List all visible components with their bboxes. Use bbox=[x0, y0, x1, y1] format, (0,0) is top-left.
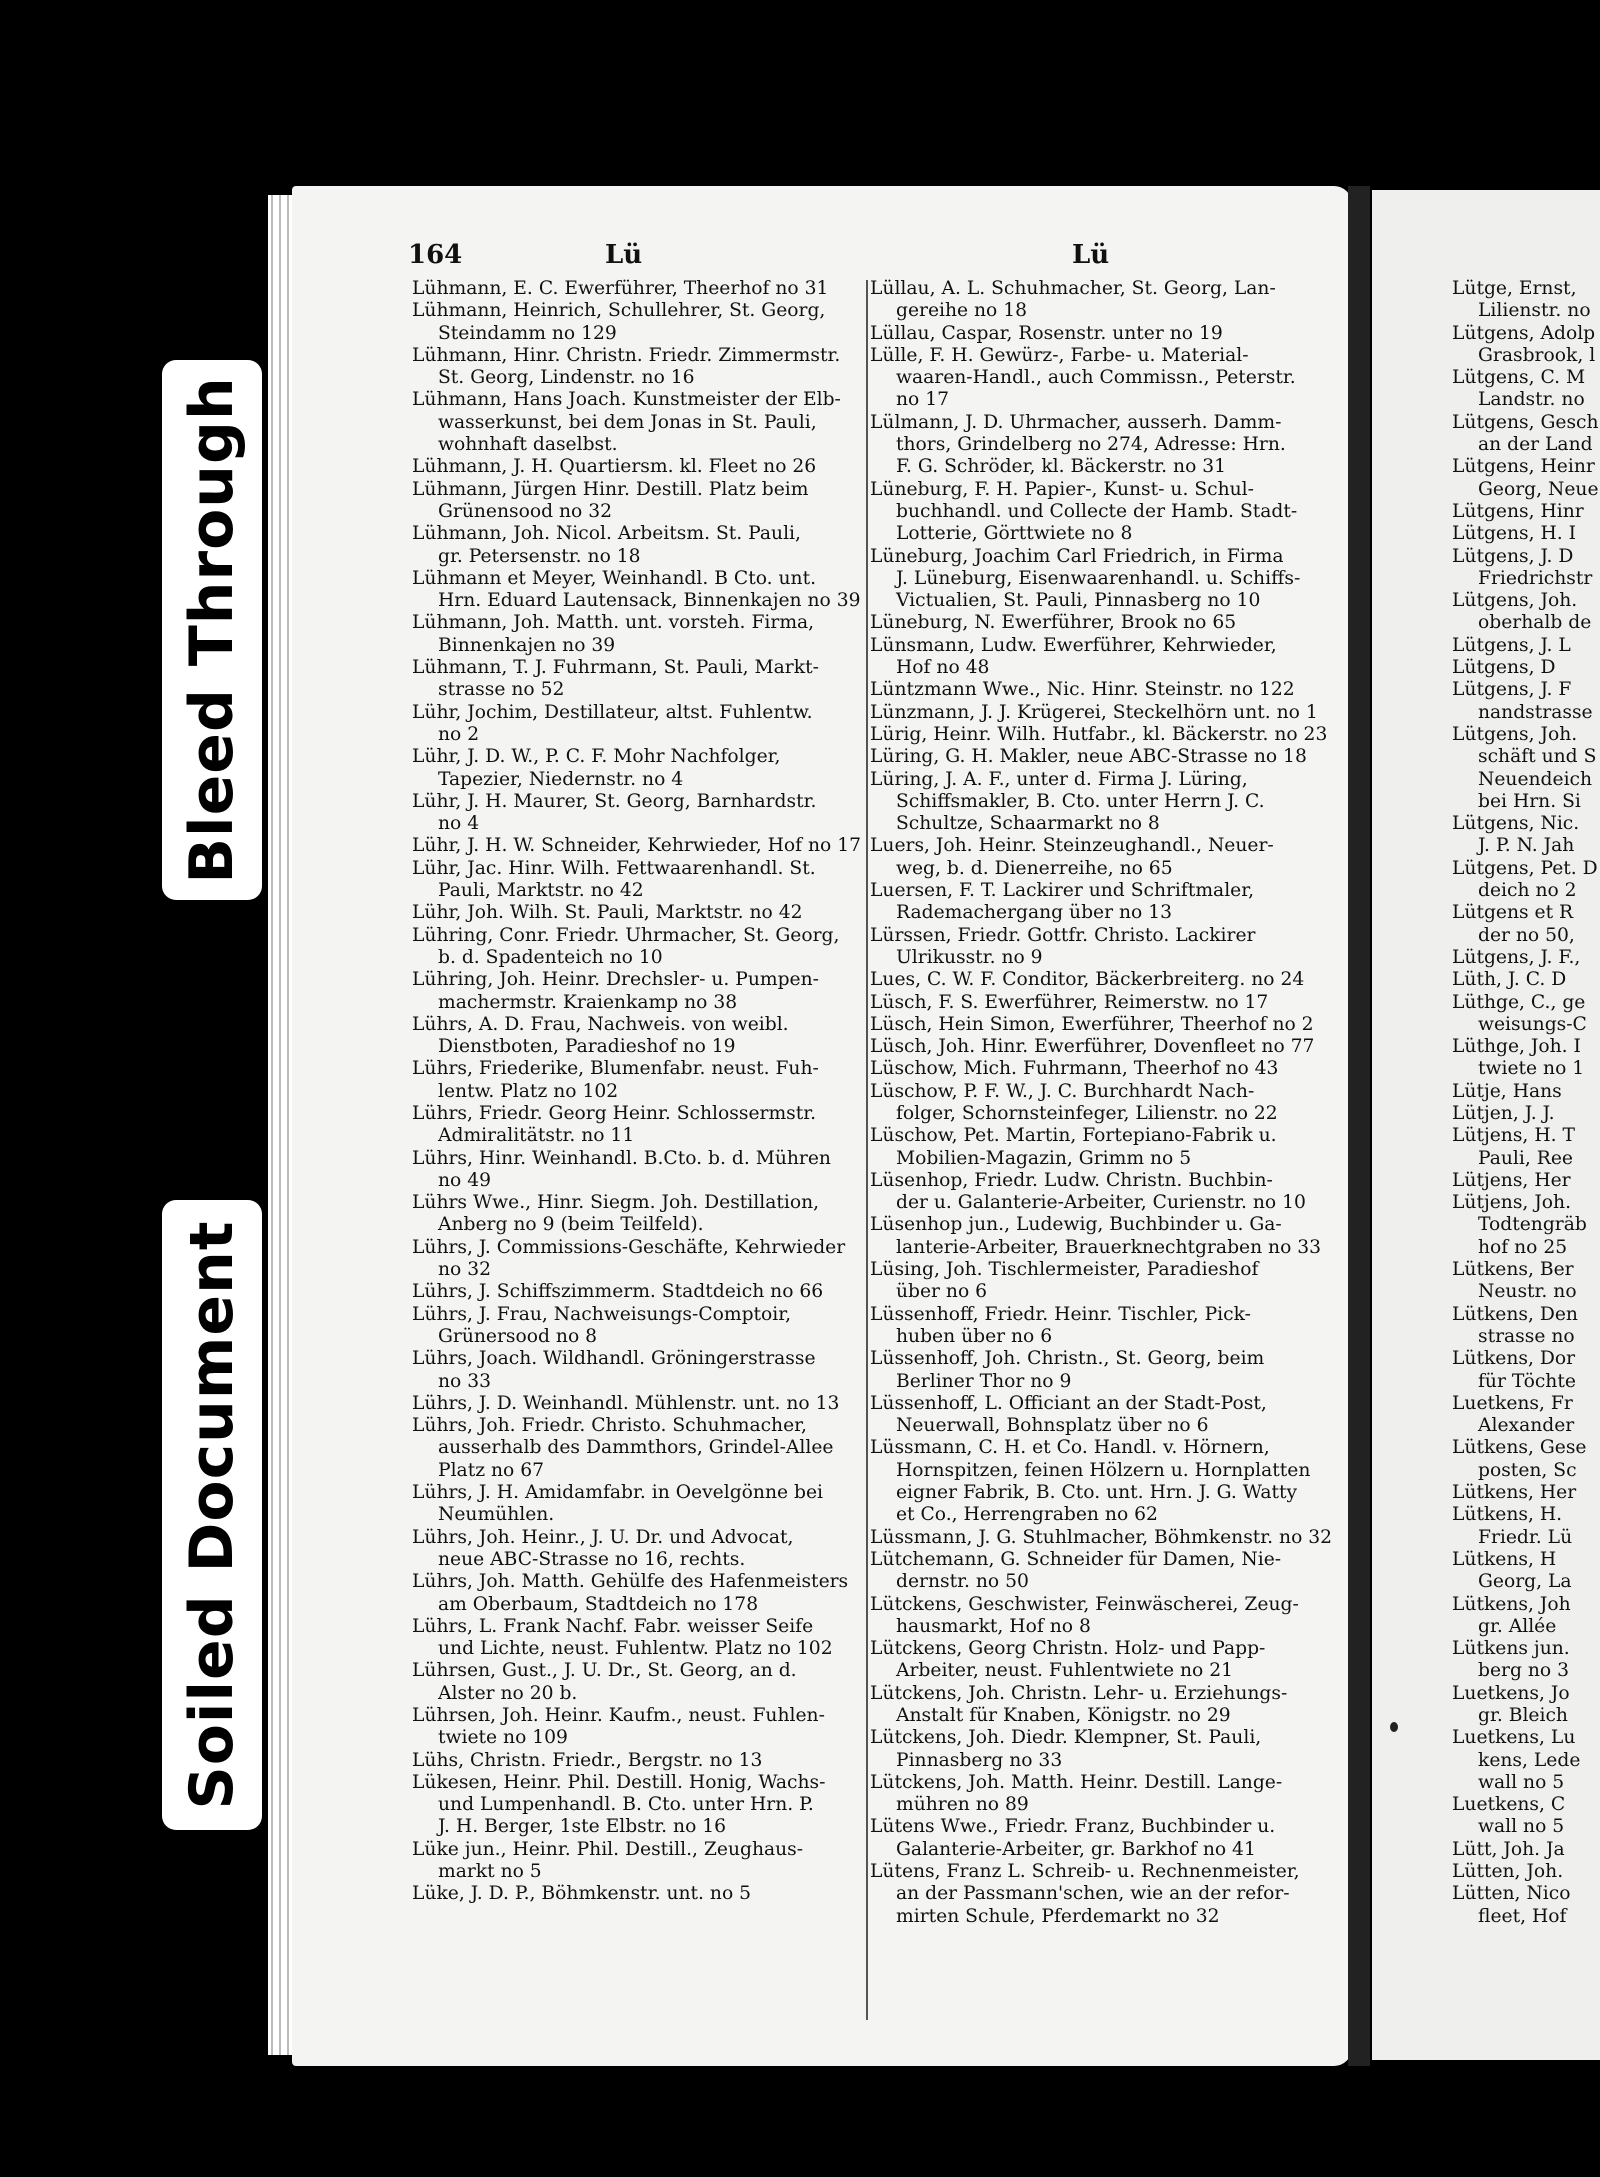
directory-entry-line: Lünzmann, J. J. Krügerei, Steckelhörn unt. no 1 bbox=[870, 701, 1318, 723]
directory-entry-line: an der Passmann'schen, wie an der refor- bbox=[896, 1883, 1290, 1905]
directory-entry-line: Binnenkajen no 39 bbox=[438, 634, 616, 656]
next-page-entry-line: an der Land bbox=[1478, 434, 1593, 456]
directory-entry-line: Lühmann, T. J. Fuhrmann, St. Pauli, Markt- bbox=[412, 657, 819, 679]
directory-entry-line: Lüllau, Caspar, Rosenstr. unter no 19 bbox=[870, 322, 1223, 344]
directory-entry-line: Lühring, Joh. Heinr. Drechsler- u. Pumpen- bbox=[412, 969, 819, 991]
next-page-entry-line: Luetkens, C bbox=[1452, 1794, 1566, 1816]
directory-entry-line: Admiralitätstr. no 11 bbox=[438, 1125, 635, 1147]
directory-entry-line: Lühmann, E. C. Ewerführer, Theerhof no 31 bbox=[412, 278, 829, 299]
directory-entry-line: hausmarkt, Hof no 8 bbox=[896, 1615, 1091, 1637]
next-page-entry-line: Lütgens, J. F bbox=[1452, 679, 1572, 701]
directory-entry-line: Lührs, Friedr. Georg Heinr. Schlossermstr. bbox=[412, 1102, 817, 1124]
directory-entry-line: Lotterie, Görttwiete no 8 bbox=[896, 523, 1133, 545]
next-page-entry-line: Lütgens, Heinr bbox=[1452, 456, 1595, 478]
directory-entry-line: Lues, C. W. F. Conditor, Bäckerbreiterg. no 24 bbox=[870, 969, 1305, 991]
directory-entry-line: Schiffsmakler, B. Cto. unter Herrn J. C. bbox=[896, 790, 1265, 812]
directory-entry-line: Luers, Joh. Heinr. Steinzeughandl., Neuer- bbox=[870, 835, 1274, 857]
next-page-entry-line: Lütkens, Ber bbox=[1452, 1259, 1574, 1281]
directory-entry-line: Lührsen, Joh. Heinr. Kaufm., neust. Fuhlen- bbox=[412, 1705, 825, 1726]
directory-entry-line: Lühmann, Joh. Matth. unt. vorsteh. Firma, bbox=[412, 612, 815, 634]
directory-entry-line: et Co., Herrengraben no 62 bbox=[896, 1504, 1158, 1526]
directory-entry-line: Lührsen, Gust., J. U. Dr., St. Georg, an d. bbox=[412, 1660, 797, 1682]
directory-entry-line: Lührs, J. H. Amidamfabr. in Oevelgönne bei bbox=[412, 1482, 823, 1504]
directory-entry-line: Galanterie-Arbeiter, gr. Barkhof no 41 bbox=[896, 1838, 1256, 1860]
next-page-entry-line: Lütkens, Her bbox=[1452, 1482, 1577, 1504]
directory-entry-line: Lühr, J. H. Maurer, St. Georg, Barnhardstr. bbox=[412, 790, 817, 812]
directory-entry-line: Hornspitzen, feinen Hölzern u. Hornplatten bbox=[896, 1459, 1311, 1481]
directory-entry-line: Lührs, J. Schiffszimmerm. Stadtdeich no 66 bbox=[412, 1281, 824, 1303]
directory-entry-line: Lührs, Joh. Friedr. Christo. Schuhmacher, bbox=[412, 1415, 807, 1437]
directory-entry-line: Lütckens, Joh. Diedr. Klempner, St. Pauli, bbox=[870, 1727, 1262, 1749]
directory-entry-line: wasserkunst, bei dem Jonas in St. Pauli, bbox=[438, 411, 817, 433]
next-page-entry-line: Lütkens, Dor bbox=[1452, 1348, 1576, 1370]
directory-entry-line: Lütchemann, G. Schneider für Damen, Nie- bbox=[870, 1548, 1282, 1570]
directory-entry-line: Lührs, Hinr. Weinhandl. B.Cto. b. d. Mühren bbox=[412, 1147, 831, 1169]
next-page-entry-line: posten, Sc bbox=[1478, 1459, 1577, 1481]
directory-entry-line: Lüllau, A. L. Schuhmacher, St. Georg, Lan- bbox=[870, 278, 1276, 299]
directory-entry-line: Berliner Thor no 9 bbox=[896, 1370, 1072, 1392]
directory-entry-line: huben über no 6 bbox=[896, 1325, 1053, 1347]
left-directory-column bbox=[412, 278, 872, 1906]
next-page-entry-line: gr. Bleich bbox=[1478, 1705, 1568, 1726]
running-head-left: Lü bbox=[605, 240, 643, 270]
directory-entry-line: Mobilien-Magazin, Grimm no 5 bbox=[896, 1147, 1192, 1169]
directory-entry-line: Lülle, F. H. Gewürz-, Farbe- u. Material- bbox=[870, 344, 1249, 366]
next-page-entry-line: Lütjen, J. J. bbox=[1452, 1102, 1555, 1124]
directory-entry-line: no 2 bbox=[438, 723, 480, 745]
directory-entry-line: Pinnasberg no 33 bbox=[896, 1749, 1063, 1771]
directory-entry-line: Lührs, Joh. Matth. Gehülfe des Hafenmeisters bbox=[412, 1571, 849, 1593]
directory-entry-line: gr. Petersenstr. no 18 bbox=[438, 545, 641, 567]
directory-entry-line: Lührs, J. Commissions-Geschäfte, Kehrwieder bbox=[412, 1236, 846, 1258]
directory-entry-line: no 49 bbox=[438, 1169, 492, 1191]
directory-entry-line: b. d. Spadenteich no 10 bbox=[438, 946, 663, 968]
directory-entry-line: Lüsch, Hein Simon, Ewerführer, Theerhof no 2 bbox=[870, 1013, 1314, 1035]
next-page-entry-line: Lütt, Joh. Ja bbox=[1452, 1838, 1565, 1860]
soiled-document-stamp bbox=[162, 1200, 262, 1830]
next-page-entry-line: Lilienstr. no bbox=[1478, 300, 1591, 322]
next-page-entry-line: Lütgens, Pet. D bbox=[1452, 857, 1598, 879]
directory-entry-line: Tapezier, Niedernstr. no 4 bbox=[438, 768, 684, 790]
directory-entry-line: Lühmann, Joh. Nicol. Arbeitsm. St. Pauli, bbox=[412, 523, 801, 545]
next-page-entry-line: Lütgens, Gesch bbox=[1452, 411, 1599, 433]
next-page-entry-line: Lütgens, Joh. bbox=[1452, 723, 1578, 745]
directory-entry-line: Ulrikusstr. no 9 bbox=[896, 946, 1043, 968]
next-page-entry-line: wall no 5 bbox=[1478, 1816, 1565, 1838]
directory-entry-line: Lühmann, J. H. Quartiersm. kl. Fleet no 26 bbox=[412, 456, 817, 478]
next-page-entry-line: Lütgens, J. L bbox=[1452, 634, 1571, 656]
directory-entry-line: Lütens, Franz L. Schreib- u. Rechnenmeister, bbox=[870, 1861, 1300, 1883]
directory-entry-line: Lührs, Friederike, Blumenfabr. neust. Fuh- bbox=[412, 1058, 819, 1080]
next-page-entry-line: Grasbrook, l bbox=[1478, 344, 1596, 366]
directory-entry-line: Lülmann, J. D. Uhrmacher, ausserh. Damm- bbox=[870, 411, 1282, 433]
directory-entry-line: Victualien, St. Pauli, Pinnasberg no 10 bbox=[896, 590, 1261, 612]
next-page-entry-line: Georg, La bbox=[1478, 1571, 1572, 1593]
directory-entry-line: Neuerwall, Bohnsplatz über no 6 bbox=[896, 1415, 1209, 1437]
directory-entry-line: Lüsenhop jun., Ludewig, Buchbinder u. Ga- bbox=[870, 1214, 1282, 1236]
directory-entry-line: machermstr. Kraienkamp no 38 bbox=[438, 991, 738, 1013]
next-page-entry-line: Lütkens, Gese bbox=[1452, 1437, 1587, 1459]
next-page-entry-line: Lütjens, Her bbox=[1452, 1169, 1571, 1191]
next-page-entry-line: Lütgens et R bbox=[1452, 902, 1574, 924]
directory-entry-line: Anberg no 9 (beim Teilfeld). bbox=[438, 1214, 704, 1236]
directory-entry-line: folger, Schornsteinfeger, Lilienstr. no 22 bbox=[896, 1102, 1278, 1124]
directory-entry-line: Lührs, J. D. Weinhandl. Mühlenstr. unt. no 13 bbox=[412, 1392, 840, 1414]
directory-entry-line: Lührs Wwe., Hinr. Siegm. Joh. Destillation, bbox=[412, 1192, 820, 1214]
directory-entry-line: waaren-Handl., auch Commissn., Peterstr. bbox=[896, 367, 1296, 389]
directory-entry-line: Lührs, A. D. Frau, Nachweis. von weibl. bbox=[412, 1013, 789, 1035]
next-page-entry-line: Friedr. Lü bbox=[1478, 1526, 1573, 1548]
directory-entry-line: Lürig, Heinr. Wilh. Hutfabr., kl. Bäckerstr. no 23 bbox=[870, 723, 1328, 745]
directory-entry-line: Lührs, J. Frau, Nachweisungs-Comptoir, bbox=[412, 1303, 792, 1325]
next-page-entry-line: Lütten, Joh. bbox=[1452, 1861, 1564, 1883]
directory-entry-line: Lühmann et Meyer, Weinhandl. B Cto. unt. bbox=[412, 567, 817, 589]
directory-entry-line: Arbeiter, neust. Fuhlentwiete no 21 bbox=[896, 1660, 1234, 1682]
directory-entry-line: Lüschow, Mich. Fuhrmann, Theerhof no 43 bbox=[870, 1058, 1279, 1080]
next-page-entry-line: Alexander bbox=[1478, 1415, 1575, 1437]
directory-entry-line: twiete no 109 bbox=[438, 1727, 568, 1749]
next-page-entry-line: Luetkens, Jo bbox=[1452, 1682, 1570, 1704]
bleed-through-label: Bleed Through bbox=[177, 376, 247, 884]
next-page-entry-line: Lütjens, Joh. bbox=[1452, 1192, 1572, 1214]
next-page-entry-line: weisungs-C bbox=[1478, 1013, 1587, 1035]
directory-entry-line: Lüschow, Pet. Martin, Fortepiano-Fabrik u. bbox=[870, 1125, 1277, 1147]
next-page-entry-line: Lütten, Nico bbox=[1452, 1883, 1571, 1905]
directory-entry-line: St. Georg, Lindenstr. no 16 bbox=[438, 367, 695, 389]
directory-entry-line: Lütckens, Geschwister, Feinwäscherei, Zeug- bbox=[870, 1593, 1299, 1615]
next-page-entry-line: Friedrichstr bbox=[1478, 567, 1593, 589]
directory-entry-line: Platz no 67 bbox=[438, 1459, 544, 1481]
next-page-entry-line: Lütgens, J. D bbox=[1452, 545, 1574, 567]
next-page-entry-line: schäft und S bbox=[1478, 746, 1597, 768]
next-page-entry-line: Pauli, Ree bbox=[1478, 1147, 1573, 1169]
book-gutter bbox=[1348, 186, 1370, 2066]
directory-entry-line: Lüneburg, N. Ewerführer, Brook no 65 bbox=[870, 612, 1237, 634]
directory-entry-line: Lürssen, Friedr. Gottfr. Christo. Lackirer bbox=[870, 924, 1256, 946]
next-page-entry-line: berg no 3 bbox=[1478, 1660, 1569, 1682]
directory-entry-line: F. G. Schröder, kl. Bäckerstr. no 31 bbox=[896, 456, 1227, 478]
directory-entry-line: Lühr, Jac. Hinr. Wilh. Fettwaarenhandl. St. bbox=[412, 857, 816, 879]
directory-entry-line: und Lumpenhandl. B. Cto. unter Hrn. P. bbox=[438, 1794, 814, 1816]
directory-entry-line: no 17 bbox=[896, 389, 950, 411]
directory-entry-line: Lühring, Conr. Friedr. Uhrmacher, St. Georg, bbox=[412, 924, 840, 946]
directory-entry-line: Lührs, Joach. Wildhandl. Gröningerstrasse bbox=[412, 1348, 816, 1370]
directory-entry-line: Lüssmann, C. H. et Co. Handl. v. Hörnern, bbox=[870, 1437, 1270, 1459]
column-divider bbox=[866, 280, 868, 2020]
directory-entry-line: Lüring, J. A. F., unter d. Firma J. Lüring, bbox=[870, 768, 1248, 790]
next-page-entry-line: Lütgens, H. I bbox=[1452, 523, 1577, 545]
directory-entry-line: Dienstboten, Paradieshof no 19 bbox=[438, 1036, 736, 1058]
directory-entry-line: Lühr, J. D. W., P. C. F. Mohr Nachfolger, bbox=[412, 746, 781, 768]
directory-entry-line: Hrn. Eduard Lautensack, Binnenkajen no 39 bbox=[438, 590, 861, 612]
directory-entry-line: Lührs, L. Frank Nachf. Fabr. weisser Seife bbox=[412, 1615, 814, 1637]
directory-entry-line: Grünersood no 8 bbox=[438, 1325, 598, 1347]
directory-entry-line: Lüssenhoff, Joh. Christn., St. Georg, beim bbox=[870, 1348, 1265, 1370]
next-page-entry-line: Lüthge, C., ge bbox=[1452, 991, 1586, 1013]
page-number: 164 bbox=[408, 240, 463, 270]
directory-entry-line: no 32 bbox=[438, 1259, 492, 1281]
running-head-right: Lü bbox=[1072, 240, 1110, 270]
directory-entry-line: der u. Galanterie-Arbeiter, Curienstr. no 10 bbox=[896, 1192, 1306, 1214]
directory-entry-line: thors, Grindelberg no 274, Adresse: Hrn. bbox=[896, 434, 1286, 456]
next-page-entry-line: strasse no bbox=[1478, 1325, 1575, 1347]
directory-entry-line: Pauli, Marktstr. no 42 bbox=[438, 880, 644, 902]
next-page-entry-line: Lütgens, Hinr bbox=[1452, 500, 1584, 522]
next-page-entry-line: Lüthge, Joh. I bbox=[1452, 1036, 1581, 1058]
directory-entry-line: Lühmann, Jürgen Hinr. Destill. Platz beim bbox=[412, 478, 809, 500]
directory-entry-line: über no 6 bbox=[896, 1281, 988, 1303]
right-directory-column bbox=[870, 278, 1340, 1928]
next-page-entry-line: Lütgens, Adolp bbox=[1452, 322, 1596, 344]
next-page-entry-line: nandstrasse bbox=[1478, 701, 1593, 723]
directory-entry-line: Lütens Wwe., Friedr. Franz, Buchbinder u. bbox=[870, 1816, 1276, 1838]
next-page-entry-line: Lütgens, J. F., bbox=[1452, 946, 1581, 968]
directory-entry-line: Lühr, Jochim, Destillateur, altst. Fuhlentw. bbox=[412, 701, 813, 723]
directory-entry-line: und Lichte, neust. Fuhlentw. Platz no 102 bbox=[438, 1638, 833, 1660]
directory-entry-line: Lüke jun., Heinr. Phil. Destill., Zeughaus- bbox=[412, 1838, 804, 1860]
directory-entry-line: Lütckens, Georg Christn. Holz- und Papp- bbox=[870, 1638, 1266, 1660]
directory-entry-line: Lühr, Joh. Wilh. St. Pauli, Marktstr. no 42 bbox=[412, 902, 803, 924]
next-page-entry-line: J. P. N. Jah bbox=[1478, 835, 1575, 857]
next-page-directory-column bbox=[1452, 278, 1599, 1928]
next-page-entry-line: Lütgens, D bbox=[1452, 657, 1556, 679]
soiled-document-label: Soiled Document bbox=[177, 1220, 247, 1810]
next-page-entry-line: Lütgens, Joh. bbox=[1452, 590, 1578, 612]
directory-entry-line: Lünsmann, Ludw. Ewerführer, Kehrwieder, bbox=[870, 634, 1277, 656]
next-page-entry-line: Todtengräb bbox=[1478, 1214, 1587, 1236]
directory-entry-line: Lühs, Christn. Friedr., Bergstr. no 13 bbox=[412, 1749, 763, 1771]
directory-entry-line: eigner Fabrik, B. Cto. unt. Hrn. J. G. Watty bbox=[896, 1482, 1298, 1504]
directory-entry-line: Lüschow, P. F. W., J. C. Burchhardt Nach- bbox=[870, 1080, 1255, 1102]
next-page-entry-line: Georg, Neue bbox=[1478, 478, 1599, 500]
directory-entry-line: no 33 bbox=[438, 1370, 492, 1392]
next-page-entry-line: hof no 25 bbox=[1478, 1236, 1568, 1258]
directory-entry-line: ausserhalb des Dammthors, Grindel-Allee bbox=[438, 1437, 834, 1459]
directory-entry-line: Lüssenhoff, Friedr. Heinr. Tischler, Pick- bbox=[870, 1303, 1251, 1325]
directory-entry-line: Grünensood no 32 bbox=[438, 500, 613, 522]
directory-entry-line: Lühmann, Hans Joach. Kunstmeister der Elb- bbox=[412, 389, 841, 411]
directory-entry-line: Lüke, J. D. P., Böhmkenstr. unt. no 5 bbox=[412, 1883, 752, 1905]
directory-entry-line: Lührs, Joh. Heinr., J. U. Dr. und Advocat, bbox=[412, 1526, 794, 1548]
next-page-entry-line: twiete no 1 bbox=[1478, 1058, 1585, 1080]
directory-entry-line: Lütckens, Joh. Christn. Lehr- u. Erziehungs- bbox=[870, 1682, 1288, 1704]
directory-entry-line: Lühmann, Hinr. Christn. Friedr. Zimmermstr. bbox=[412, 344, 841, 366]
directory-entry-line: J. Lüneburg, Eisenwaarenhandl. u. Schiffs- bbox=[896, 567, 1301, 589]
next-page-entry-line: kens, Lede bbox=[1478, 1749, 1581, 1771]
next-page-entry-line: Lütkens, Den bbox=[1452, 1303, 1578, 1325]
directory-entry-line: lentw. Platz no 102 bbox=[438, 1080, 619, 1102]
directory-entry-line: mirten Schule, Pferdemarkt no 32 bbox=[896, 1905, 1220, 1927]
next-page-entry-line: der no 50, bbox=[1478, 924, 1575, 946]
next-page-entry-line: Lütgens, Nic. bbox=[1452, 813, 1580, 835]
bleed-through-stamp bbox=[162, 360, 262, 900]
next-page-entry-line: Landstr. no bbox=[1478, 389, 1585, 411]
directory-entry-line: lanterie-Arbeiter, Brauerknechtgraben no 33 bbox=[896, 1236, 1322, 1258]
directory-entry-line: mühren no 89 bbox=[896, 1794, 1029, 1816]
next-page-entry-line: gr. Allée bbox=[1478, 1615, 1557, 1637]
directory-entry-line: Lüsch, Joh. Hinr. Ewerführer, Dovenfleet no 77 bbox=[870, 1036, 1315, 1058]
directory-entry-line: Lükesen, Heinr. Phil. Destill. Honig, Wachs- bbox=[412, 1771, 826, 1793]
directory-entry-line: no 4 bbox=[438, 813, 480, 835]
directory-entry-line: Lühr, J. H. W. Schneider, Kehrwieder, Hof no 17 bbox=[412, 835, 862, 857]
book-page-edges bbox=[268, 195, 294, 2055]
directory-entry-line: wohnhaft daselbst. bbox=[438, 434, 618, 456]
directory-entry-line: Lüneburg, F. H. Papier-, Kunst- u. Schul- bbox=[870, 478, 1254, 500]
directory-entry-line: Schultze, Schaarmarkt no 8 bbox=[896, 813, 1160, 835]
directory-entry-line: Anstalt für Knaben, Königstr. no 29 bbox=[896, 1705, 1231, 1726]
directory-entry-line: buchhandl. und Collecte der Hamb. Stadt- bbox=[896, 500, 1298, 522]
directory-entry-line: Lüring, G. H. Makler, neue ABC-Strasse no 18 bbox=[870, 746, 1307, 768]
next-page-entry-line: Luetkens, Lu bbox=[1452, 1727, 1576, 1749]
next-page-entry-line: Lütge, Ernst, bbox=[1452, 278, 1577, 299]
next-page-entry-line: oberhalb de bbox=[1478, 612, 1592, 634]
directory-entry-line: Rademachergang über no 13 bbox=[896, 902, 1172, 924]
directory-entry-line: Lüsch, F. S. Ewerführer, Reimerstw. no 17 bbox=[870, 991, 1269, 1013]
next-page-entry-line: Luetkens, Fr bbox=[1452, 1392, 1573, 1414]
directory-entry-line: weg, b. d. Dienerreihe, no 65 bbox=[896, 857, 1173, 879]
next-page-entry-line: Lütkens, H bbox=[1452, 1548, 1557, 1570]
directory-entry-line: Neumühlen. bbox=[438, 1504, 555, 1526]
next-page-entry-line: Lütje, Hans bbox=[1452, 1080, 1562, 1102]
directory-entry-line: Lühmann, Heinrich, Schullehrer, St. Georg, bbox=[412, 300, 826, 322]
directory-entry-line: Lüsenhop, Friedr. Ludw. Christn. Buchbin- bbox=[870, 1169, 1273, 1191]
next-page-entry-line: Lütkens, H. bbox=[1452, 1504, 1563, 1526]
directory-entry-line: Lüneburg, Joachim Carl Friedrich, in Firma bbox=[870, 545, 1284, 567]
next-page-entry-line: Lütjens, H. T bbox=[1452, 1125, 1575, 1147]
directory-entry-line: gereihe no 18 bbox=[896, 300, 1028, 322]
directory-entry-line: Hof no 48 bbox=[896, 657, 990, 679]
directory-entry-line: Lüssmann, J. G. Stuhlmacher, Böhmkenstr. no 32 bbox=[870, 1526, 1333, 1548]
next-page-entry-line: deich no 2 bbox=[1478, 880, 1577, 902]
next-page-entry-line: Neuendeich bbox=[1478, 768, 1593, 790]
directory-entry-line: dernstr. no 50 bbox=[896, 1571, 1029, 1593]
next-page-entry-line: Lütkens jun. bbox=[1452, 1638, 1570, 1660]
directory-entry-line: Lütckens, Joh. Matth. Heinr. Destill. Lange- bbox=[870, 1771, 1283, 1793]
directory-entry-line: strasse no 52 bbox=[438, 679, 565, 701]
next-page-entry-line: Lütgens, C. M bbox=[1452, 367, 1586, 389]
ink-spot bbox=[1390, 1722, 1398, 1732]
next-page-entry-line: fleet, Hof bbox=[1478, 1905, 1567, 1927]
next-page-entry-line: bei Hrn. Si bbox=[1478, 790, 1581, 812]
directory-entry-line: J. H. Berger, 1ste Elbstr. no 16 bbox=[438, 1816, 727, 1838]
directory-entry-line: Luersen, F. T. Lackirer und Schriftmaler, bbox=[870, 880, 1255, 902]
directory-entry-line: Alster no 20 b. bbox=[438, 1682, 578, 1704]
directory-entry-line: Lüssenhoff, L. Officiant an der Stadt-Post, bbox=[870, 1392, 1267, 1414]
next-page-entry-line: Lütkens, Joh bbox=[1452, 1593, 1571, 1615]
directory-entry-line: Lüntzmann Wwe., Nic. Hinr. Steinstr. no 122 bbox=[870, 679, 1295, 701]
directory-entry-line: markt no 5 bbox=[438, 1861, 542, 1883]
next-page-entry-line: Neustr. no bbox=[1478, 1281, 1577, 1303]
next-page-entry-line: wall no 5 bbox=[1478, 1771, 1565, 1793]
directory-entry-line: Lüsing, Joh. Tischlermeister, Paradieshof bbox=[870, 1259, 1259, 1281]
directory-entry-line: Steindamm no 129 bbox=[438, 322, 617, 344]
next-page-entry-line: Lüth, J. C. D bbox=[1452, 969, 1567, 991]
next-page-entry-line: für Töchte bbox=[1478, 1370, 1576, 1392]
directory-entry-line: am Oberbaum, Stadtdeich no 178 bbox=[438, 1593, 759, 1615]
directory-entry-line: neue ABC-Strasse no 16, rechts. bbox=[438, 1548, 746, 1570]
